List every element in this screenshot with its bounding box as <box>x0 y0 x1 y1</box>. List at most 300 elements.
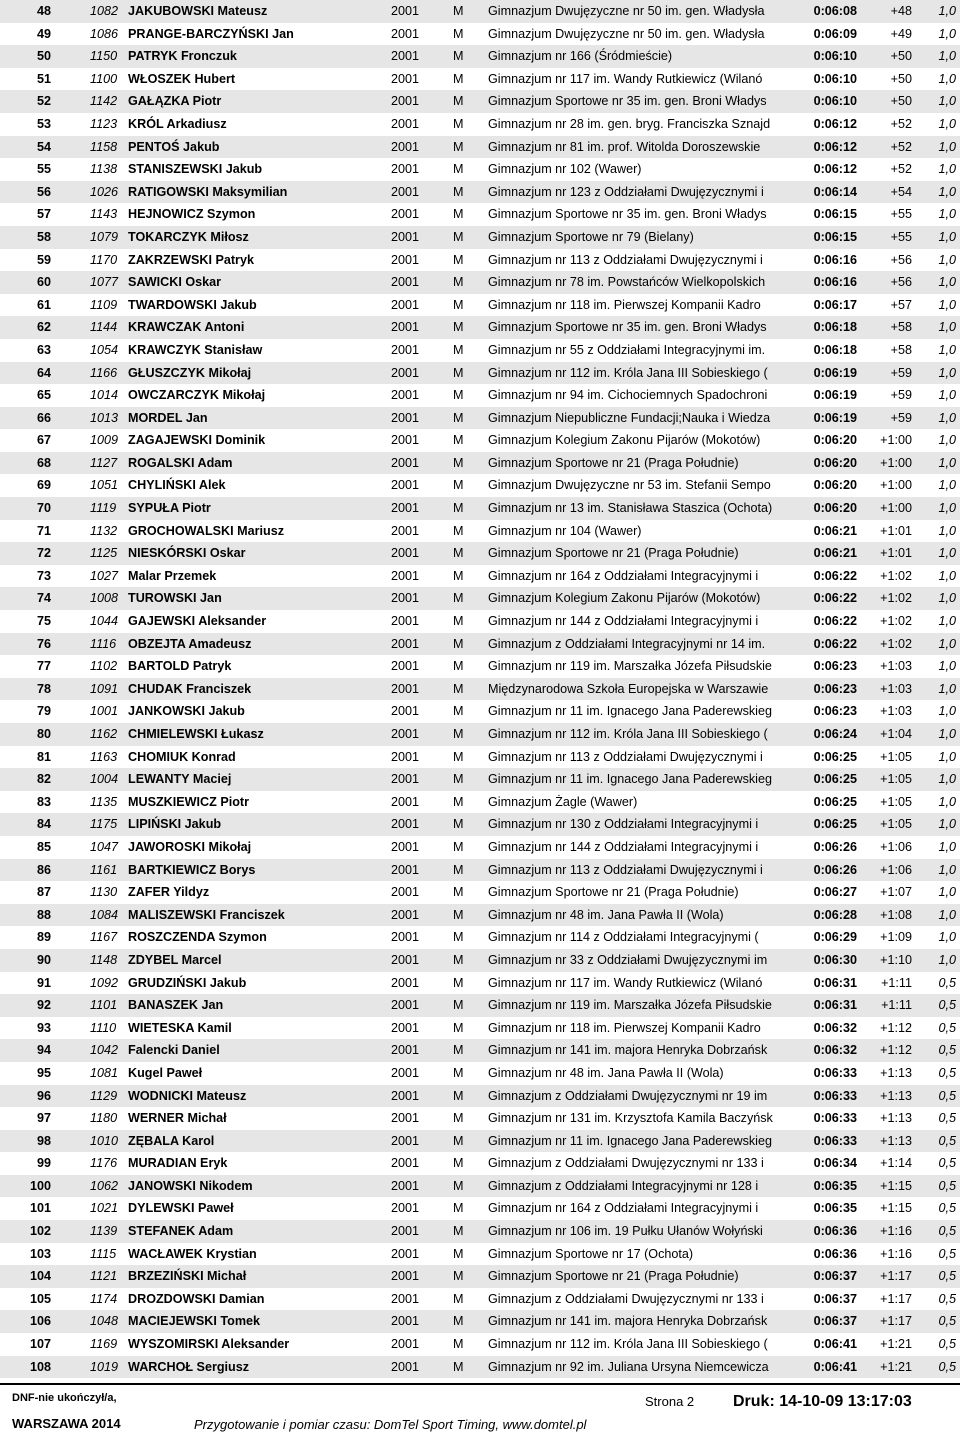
birth-year-cell: 2001 <box>391 1224 420 1239</box>
school-cell: Gimnazjum nr 130 z Oddziałami Integracyjnymi i <box>488 817 759 832</box>
points-cell: 1,0 <box>938 704 956 719</box>
birth-year-cell: 2001 <box>391 501 420 516</box>
place-cell: 103 <box>29 1246 51 1261</box>
birth-year-cell: 2001 <box>391 839 420 854</box>
birth-year-cell: 2001 <box>391 1156 420 1171</box>
finish-time-cell: 0:06:32 <box>813 1020 857 1035</box>
points-cell: 0,5 <box>938 1337 956 1352</box>
table-row <box>0 181 960 204</box>
place-cell: 93 <box>36 1020 51 1035</box>
birth-year-cell: 2001 <box>391 523 420 538</box>
bib-number-cell: 1161 <box>90 862 118 877</box>
finish-time-cell: 0:06:22 <box>813 614 857 629</box>
table-row <box>0 1197 960 1220</box>
athlete-name-cell: BARTKIEWICZ Borys <box>128 862 256 877</box>
finish-time-cell: 0:06:20 <box>813 478 857 493</box>
birth-year-cell: 2001 <box>391 320 420 335</box>
athlete-name-cell: CHMIELEWSKI Łukasz <box>128 727 264 741</box>
bib-number-cell: 1115 <box>90 1246 117 1261</box>
finish-time-cell: 0:06:10 <box>813 49 857 64</box>
athlete-name-cell: HEJNOWICZ Szymon <box>128 207 256 222</box>
school-cell: Gimnazjum nr 144 z Oddziałami Integracyjnymi i <box>488 614 759 629</box>
points-cell: 0,5 <box>938 1133 956 1148</box>
athlete-name-cell: TOKARCZYK Miłosz <box>128 229 249 244</box>
time-gap-cell: +50 <box>890 49 912 64</box>
place-cell: 49 <box>36 26 51 41</box>
athlete-name-cell: ZĘBALA Karol <box>128 1133 215 1148</box>
finish-time-cell: 0:06:36 <box>813 1246 857 1261</box>
table-row <box>0 1085 960 1108</box>
sex-cell: M <box>453 546 464 561</box>
place-cell: 68 <box>36 455 51 470</box>
birth-year-cell: 2001 <box>391 772 420 787</box>
athlete-name-cell: ZAGAJEWSKI Dominik <box>128 433 266 448</box>
birth-year-cell: 2001 <box>391 26 420 41</box>
bib-number-cell: 1082 <box>90 4 119 18</box>
table-row <box>0 158 960 181</box>
table-row <box>0 1175 960 1198</box>
athlete-name-cell: CHOMIUK Konrad <box>128 749 236 764</box>
athlete-name-cell: DYLEWSKI Paweł <box>128 1201 234 1216</box>
birth-year-cell: 2001 <box>391 4 420 18</box>
athlete-name-cell: Falencki Daniel <box>128 1043 220 1058</box>
place-cell: 72 <box>36 546 51 561</box>
bib-number-cell: 1139 <box>90 1224 118 1239</box>
time-gap-cell: +1:00 <box>880 501 912 516</box>
sex-cell: M <box>453 704 464 719</box>
sex-cell: M <box>453 1111 464 1126</box>
athlete-name-cell: CHUDAK Franciszek <box>128 681 252 696</box>
bib-number-cell: 1021 <box>90 1201 119 1216</box>
athlete-name-cell: WODNICKI Mateusz <box>128 1088 247 1103</box>
bib-number-cell: 1167 <box>90 930 118 945</box>
birth-year-cell: 2001 <box>391 184 420 199</box>
sex-cell: M <box>453 1133 464 1148</box>
birth-year-cell: 2001 <box>391 862 420 877</box>
school-cell: Gimnazjum nr 113 z Oddziałami Dwujęzycznymi i <box>488 862 763 877</box>
table-row <box>0 1310 960 1333</box>
finish-time-cell: 0:06:21 <box>813 546 857 561</box>
place-cell: 108 <box>29 1359 51 1374</box>
finish-time-cell: 0:06:26 <box>813 839 857 854</box>
birth-year-cell: 2001 <box>391 433 420 448</box>
place-cell: 69 <box>36 478 51 493</box>
bib-number-cell: 1148 <box>90 952 118 967</box>
school-cell: Gimnazjum nr 117 im. Wandy Rutkiewicz (Wilanó <box>488 71 763 86</box>
sex-cell: M <box>453 275 464 290</box>
time-gap-cell: +1:17 <box>880 1314 912 1329</box>
school-cell: Gimnazjum Dwujęzyczne nr 50 im. gen. Władysła <box>488 26 765 41</box>
sex-cell: M <box>453 1246 464 1261</box>
points-cell: 1,0 <box>938 252 956 267</box>
table-row <box>0 1333 960 1356</box>
time-gap-cell: +1:01 <box>880 523 912 538</box>
place-cell: 59 <box>36 252 51 267</box>
birth-year-cell: 2001 <box>391 614 420 629</box>
place-cell: 76 <box>36 636 51 651</box>
sex-cell: M <box>453 1337 464 1352</box>
bib-number-cell: 1054 <box>90 342 119 357</box>
school-cell: Gimnazjum nr 92 im. Juliana Ursyna Niemcewicza <box>488 1359 769 1374</box>
time-gap-cell: +1:13 <box>880 1111 912 1126</box>
birth-year-cell: 2001 <box>391 297 420 312</box>
time-gap-cell: +1:11 <box>881 998 912 1013</box>
bib-number-cell: 1026 <box>90 184 119 199</box>
bib-number-cell: 1008 <box>90 591 119 606</box>
school-cell: Gimnazjum nr 118 im. Pierwszej Kompanii Kadro <box>488 297 761 312</box>
points-cell: 1,0 <box>938 817 956 832</box>
athlete-name-cell: JANOWSKI Nikodem <box>128 1178 253 1193</box>
athlete-name-cell: BANASZEK Jan <box>128 998 224 1013</box>
place-cell: 101 <box>29 1201 51 1216</box>
athlete-name-cell: MORDEL Jan <box>128 410 208 425</box>
school-cell: Gimnazjum nr 106 im. 19 Pułku Ułanów Wołyński <box>488 1224 763 1239</box>
athlete-name-cell: MUSZKIEWICZ Piotr <box>128 794 250 809</box>
bib-number-cell: 1051 <box>90 478 119 493</box>
time-gap-cell: +1:03 <box>880 704 912 719</box>
points-cell: 0,5 <box>938 975 956 990</box>
time-gap-cell: +1:03 <box>880 659 912 674</box>
points-cell: 1,0 <box>938 26 956 41</box>
school-cell: Gimnazjum nr 119 im. Marszałka Józefa Piłsudskie <box>488 659 772 674</box>
sex-cell: M <box>453 26 464 41</box>
place-cell: 75 <box>36 614 51 629</box>
birth-year-cell: 2001 <box>391 817 420 832</box>
points-cell: 1,0 <box>938 433 956 448</box>
school-cell: Gimnazjum z Oddziałami Dwujęzycznymi nr 133 i <box>488 1291 764 1306</box>
table-row <box>0 587 960 610</box>
school-cell: Gimnazjum nr 113 z Oddziałami Dwujęzycznymi i <box>488 252 763 267</box>
birth-year-cell: 2001 <box>391 162 420 177</box>
athlete-name-cell: OBZEJTA Amadeusz <box>128 636 252 651</box>
birth-year-cell: 2001 <box>391 681 420 696</box>
table-row <box>0 881 960 904</box>
sex-cell: M <box>453 4 464 18</box>
bib-number-cell: 1047 <box>90 839 119 854</box>
sex-cell: M <box>453 207 464 222</box>
time-gap-cell: +55 <box>890 229 912 244</box>
finish-time-cell: 0:06:25 <box>813 749 857 764</box>
birth-year-cell: 2001 <box>391 1246 420 1261</box>
time-gap-cell: +1:17 <box>880 1291 912 1306</box>
finish-time-cell: 0:06:21 <box>813 523 857 538</box>
school-cell: Gimnazjum nr 11 im. Ignacego Jana Paderewskieg <box>488 704 772 719</box>
table-row <box>0 926 960 949</box>
place-cell: 54 <box>36 139 51 154</box>
athlete-name-cell: KRAWCZAK Antoni <box>128 320 245 335</box>
table-row <box>0 746 960 769</box>
birth-year-cell: 2001 <box>391 139 420 154</box>
table-row <box>0 1265 960 1288</box>
points-cell: 1,0 <box>938 139 956 154</box>
points-cell: 0,5 <box>938 1224 956 1239</box>
points-cell: 1,0 <box>938 388 956 403</box>
bib-number-cell: 1081 <box>90 1065 119 1080</box>
points-cell: 1,0 <box>938 116 956 131</box>
place-cell: 82 <box>36 772 51 787</box>
place-cell: 105 <box>29 1291 51 1306</box>
school-cell: Gimnazjum z Oddziałami Integracyjnymi nr 128 i <box>488 1178 759 1193</box>
bib-number-cell: 1169 <box>90 1337 118 1352</box>
athlete-name-cell: WACŁAWEK Krystian <box>128 1246 257 1261</box>
time-gap-cell: +56 <box>890 275 912 290</box>
table-row <box>0 768 960 791</box>
place-cell: 99 <box>36 1156 51 1171</box>
bib-number-cell: 1121 <box>90 1269 118 1284</box>
athlete-name-cell: DROZDOWSKI Damian <box>128 1291 265 1306</box>
bib-number-cell: 1079 <box>90 229 119 244</box>
place-cell: 92 <box>36 998 51 1013</box>
table-row <box>0 294 960 317</box>
points-cell: 1,0 <box>938 523 956 538</box>
school-cell: Gimnazjum nr 11 im. Ignacego Jana Paderewskieg <box>488 772 772 787</box>
sex-cell: M <box>453 1224 464 1239</box>
finish-time-cell: 0:06:12 <box>813 162 857 177</box>
time-gap-cell: +1:10 <box>880 952 912 967</box>
table-row <box>0 859 960 882</box>
bib-number-cell: 1150 <box>90 49 118 64</box>
timing-credit: Przygotowanie i pomiar czasu: DomTel Sport Timing, www.domtel.pl <box>194 1417 587 1432</box>
sex-cell: M <box>453 433 464 448</box>
table-row <box>0 407 960 430</box>
bib-number-cell: 1048 <box>90 1314 119 1329</box>
sex-cell: M <box>453 1314 464 1329</box>
points-cell: 1,0 <box>938 952 956 967</box>
points-cell: 0,5 <box>938 1359 956 1374</box>
finish-time-cell: 0:06:22 <box>813 636 857 651</box>
bib-number-cell: 1129 <box>90 1088 118 1103</box>
birth-year-cell: 2001 <box>391 1269 420 1284</box>
sex-cell: M <box>453 1269 464 1284</box>
time-gap-cell: +1:05 <box>880 772 912 787</box>
athlete-name-cell: ROGALSKI Adam <box>128 455 233 470</box>
athlete-name-cell: Kugel Paweł <box>128 1065 203 1080</box>
birth-year-cell: 2001 <box>391 410 420 425</box>
table-row <box>0 0 960 23</box>
table-row <box>0 678 960 701</box>
birth-year-cell: 2001 <box>391 794 420 809</box>
time-gap-cell: +1:08 <box>880 907 912 922</box>
sex-cell: M <box>453 772 464 787</box>
place-cell: 62 <box>36 320 51 335</box>
place-cell: 79 <box>36 704 51 719</box>
place-cell: 102 <box>29 1224 51 1239</box>
school-cell: Gimnazjum nr 11 im. Ignacego Jana Paderewskieg <box>488 1133 772 1148</box>
finish-time-cell: 0:06:33 <box>813 1088 857 1103</box>
table-row <box>0 610 960 633</box>
sex-cell: M <box>453 139 464 154</box>
finish-time-cell: 0:06:10 <box>813 71 857 86</box>
bib-number-cell: 1101 <box>90 998 118 1013</box>
athlete-name-cell: STEFANEK Adam <box>128 1224 234 1239</box>
athlete-name-cell: PRANGE-BARCZYŃSKI Jan <box>128 26 294 41</box>
sex-cell: M <box>453 681 464 696</box>
athlete-name-cell: GAŁĄZKA Piotr <box>128 94 222 109</box>
finish-time-cell: 0:06:33 <box>813 1065 857 1080</box>
school-cell: Gimnazjum nr 55 z Oddziałami Integracyjnymi im. <box>488 342 766 357</box>
finish-time-cell: 0:06:23 <box>813 659 857 674</box>
sex-cell: M <box>453 636 464 651</box>
points-cell: 1,0 <box>938 907 956 922</box>
finish-time-cell: 0:06:32 <box>813 1043 857 1058</box>
finish-time-cell: 0:06:25 <box>813 817 857 832</box>
sex-cell: M <box>453 94 464 109</box>
sex-cell: M <box>453 862 464 877</box>
table-row <box>0 972 960 995</box>
bib-number-cell: 1102 <box>90 659 118 674</box>
athlete-name-cell: GAJEWSKI Aleksander <box>128 614 267 629</box>
time-gap-cell: +52 <box>890 162 912 177</box>
bib-number-cell: 1042 <box>90 1043 119 1058</box>
place-cell: 91 <box>36 975 51 990</box>
time-gap-cell: +52 <box>890 139 912 154</box>
school-cell: Międzynarodowa Szkoła Europejska w Warszawie <box>488 681 769 696</box>
athlete-name-cell: BARTOLD Patryk <box>128 659 232 674</box>
table-row <box>0 1220 960 1243</box>
time-gap-cell: +1:05 <box>880 817 912 832</box>
athlete-name-cell: WYSZOMIRSKI Aleksander <box>128 1337 290 1352</box>
school-cell: Gimnazjum nr 166 (Śródmieście) <box>488 49 673 64</box>
place-cell: 71 <box>36 523 51 538</box>
birth-year-cell: 2001 <box>391 952 420 967</box>
sex-cell: M <box>453 1043 464 1058</box>
bib-number-cell: 1019 <box>90 1359 119 1374</box>
table-row <box>0 203 960 226</box>
bib-number-cell: 1135 <box>90 794 118 809</box>
birth-year-cell: 2001 <box>391 659 420 674</box>
school-cell: Gimnazjum nr 48 im. Jana Pawła II (Wola) <box>488 907 724 922</box>
school-cell: Gimnazjum nr 13 im. Stanisława Staszica (Ochota) <box>488 501 773 516</box>
athlete-name-cell: LIPIŃSKI Jakub <box>128 817 222 832</box>
bib-number-cell: 1180 <box>90 1111 118 1126</box>
school-cell: Gimnazjum Niepubliczne Fundacji;Nauka i Wiedza <box>488 410 771 425</box>
bib-number-cell: 1143 <box>90 207 118 222</box>
place-cell: 98 <box>36 1133 51 1148</box>
athlete-name-cell: ROSZCZENDA Szymon <box>128 930 267 945</box>
time-gap-cell: +1:03 <box>880 681 912 696</box>
sex-cell: M <box>453 320 464 335</box>
finish-time-cell: 0:06:33 <box>813 1133 857 1148</box>
finish-time-cell: 0:06:25 <box>813 772 857 787</box>
athlete-name-cell: JANKOWSKI Jakub <box>128 704 245 719</box>
time-gap-cell: +1:11 <box>881 975 912 990</box>
finish-time-cell: 0:06:18 <box>813 342 857 357</box>
place-cell: 78 <box>36 681 51 696</box>
time-gap-cell: +1:16 <box>880 1224 912 1239</box>
school-cell: Gimnazjum Sportowe nr 35 im. gen. Broni Władys <box>488 207 767 222</box>
finish-time-cell: 0:06:37 <box>813 1291 857 1306</box>
table-row <box>0 474 960 497</box>
school-cell: Gimnazjum Sportowe nr 21 (Praga Południe) <box>488 1269 739 1284</box>
place-cell: 87 <box>36 885 51 900</box>
place-cell: 86 <box>36 862 51 877</box>
points-cell: 0,5 <box>938 1088 956 1103</box>
birth-year-cell: 2001 <box>391 478 420 493</box>
place-cell: 74 <box>36 591 51 606</box>
time-gap-cell: +1:02 <box>880 614 912 629</box>
points-cell: 1,0 <box>938 162 956 177</box>
athlete-name-cell: KRÓL Arkadiusz <box>128 116 227 131</box>
time-gap-cell: +59 <box>890 388 912 403</box>
sex-cell: M <box>453 1088 464 1103</box>
points-cell: 0,5 <box>938 1156 956 1171</box>
sex-cell: M <box>453 952 464 967</box>
table-row <box>0 23 960 46</box>
place-cell: 89 <box>36 930 51 945</box>
finish-time-cell: 0:06:23 <box>813 704 857 719</box>
bib-number-cell: 1125 <box>90 546 118 561</box>
time-gap-cell: +1:12 <box>880 1020 912 1035</box>
sex-cell: M <box>453 907 464 922</box>
points-cell: 0,5 <box>938 1246 956 1261</box>
table-row <box>0 226 960 249</box>
time-gap-cell: +1:07 <box>880 885 912 900</box>
finish-time-cell: 0:06:26 <box>813 862 857 877</box>
athlete-name-cell: CHYLIŃSKI Alek <box>128 478 226 493</box>
points-cell: 0,5 <box>938 1314 956 1329</box>
place-cell: 53 <box>36 116 51 131</box>
place-cell: 64 <box>36 365 51 380</box>
place-cell: 73 <box>36 568 51 583</box>
place-cell: 48 <box>36 4 51 18</box>
bib-number-cell: 1009 <box>90 433 119 448</box>
athlete-name-cell: GROCHOWALSKI Mariusz <box>128 523 285 538</box>
athlete-name-cell: WERNER Michał <box>128 1111 227 1126</box>
finish-time-cell: 0:06:15 <box>813 207 857 222</box>
place-cell: 88 <box>36 907 51 922</box>
school-cell: Gimnazjum Sportowe nr 21 (Praga Południe) <box>488 546 739 561</box>
bib-number-cell: 1084 <box>90 907 119 922</box>
school-cell: Gimnazjum nr 112 im. Króla Jana III Sobieskiego ( <box>488 365 768 380</box>
time-gap-cell: +1:00 <box>880 478 912 493</box>
finish-time-cell: 0:06:24 <box>813 727 857 741</box>
birth-year-cell: 2001 <box>391 365 420 380</box>
place-cell: 65 <box>36 388 51 403</box>
sex-cell: M <box>453 727 464 741</box>
points-cell: 1,0 <box>938 342 956 357</box>
time-gap-cell: +58 <box>890 320 912 335</box>
place-cell: 70 <box>36 501 51 516</box>
finish-time-cell: 0:06:27 <box>813 885 857 900</box>
birth-year-cell: 2001 <box>391 1178 420 1193</box>
table-row <box>0 90 960 113</box>
place-cell: 81 <box>36 749 51 764</box>
sex-cell: M <box>453 184 464 199</box>
table-row <box>0 497 960 520</box>
sex-cell: M <box>453 1065 464 1080</box>
sex-cell: M <box>453 614 464 629</box>
points-cell: 1,0 <box>938 862 956 877</box>
athlete-name-cell: WIETESKA Kamil <box>128 1020 232 1035</box>
place-cell: 107 <box>29 1337 51 1352</box>
sex-cell: M <box>453 365 464 380</box>
points-cell: 1,0 <box>938 94 956 109</box>
school-cell: Gimnazjum nr 102 (Wawer) <box>488 162 642 177</box>
bib-number-cell: 1091 <box>90 681 119 696</box>
birth-year-cell: 2001 <box>391 1359 420 1374</box>
birth-year-cell: 2001 <box>391 727 420 741</box>
sex-cell: M <box>453 1291 464 1306</box>
time-gap-cell: +50 <box>890 94 912 109</box>
time-gap-cell: +1:02 <box>880 568 912 583</box>
bib-number-cell: 1170 <box>90 252 118 267</box>
sex-cell: M <box>453 410 464 425</box>
bib-number-cell: 1010 <box>90 1133 119 1148</box>
time-gap-cell: +1:02 <box>880 591 912 606</box>
table-row <box>0 1107 960 1130</box>
school-cell: Gimnazjum nr 123 z Oddziałami Dwujęzycznymi i <box>488 184 764 199</box>
table-row <box>0 429 960 452</box>
